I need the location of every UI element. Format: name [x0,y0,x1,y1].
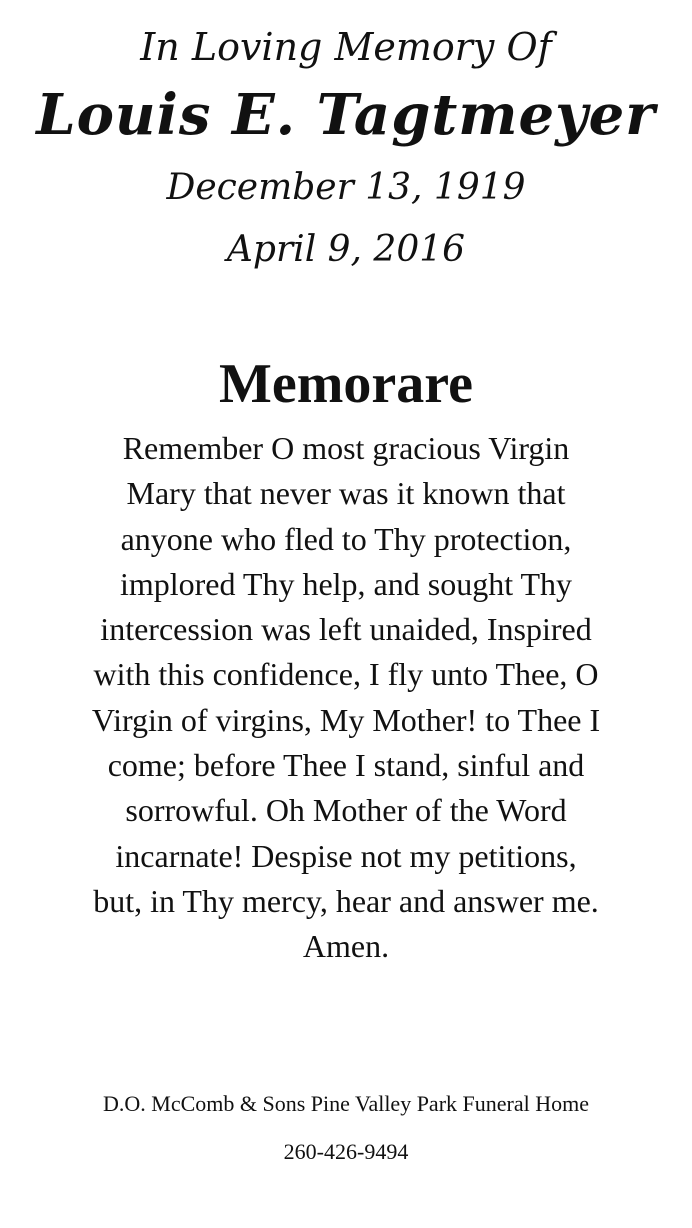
funeral-home-phone: 260-426-9494 [283,1139,409,1164]
prayer-line: Remember O most gracious Virgin [122,430,570,466]
prayer-line: incarnate! Despise not my petitions, [115,837,577,874]
funeral-home-name: D.O. McComb & Sons Pine Valley Park Funeral Home [102,1091,589,1116]
prayer-line: implored Thy help, and sought Thy [119,565,573,602]
prayer-text [0,426,692,970]
prayer-title: Memorare [219,353,473,415]
prayer-line: with this confidence, I fly unto Thee, O [93,656,599,693]
death-date: April 9, 2016 [226,229,466,270]
prayer-line: intercession was left unaided, Inspired [100,611,592,648]
birth-date: December 13, 1919 [166,167,526,208]
deceased-name: Louis E. Tagtmeyer [36,82,656,148]
prayer-line: anyone who fled to Thy protection, [120,520,572,557]
dedication-heading: In Loving Memory Of [140,25,552,69]
prayer-line: but, in Thy mercy, hear and answer me. [93,882,599,919]
prayer-line: sorrowful. Oh Mother of the Word [125,792,567,829]
prayer-line: Virgin of virgins, My Mother! to Thee I [91,701,601,738]
prayer-line: Amen. [302,928,390,965]
prayer-line: come; before Thee I stand, sinful and [107,747,585,784]
prayer-line: Mary that never was it known that [126,475,566,512]
